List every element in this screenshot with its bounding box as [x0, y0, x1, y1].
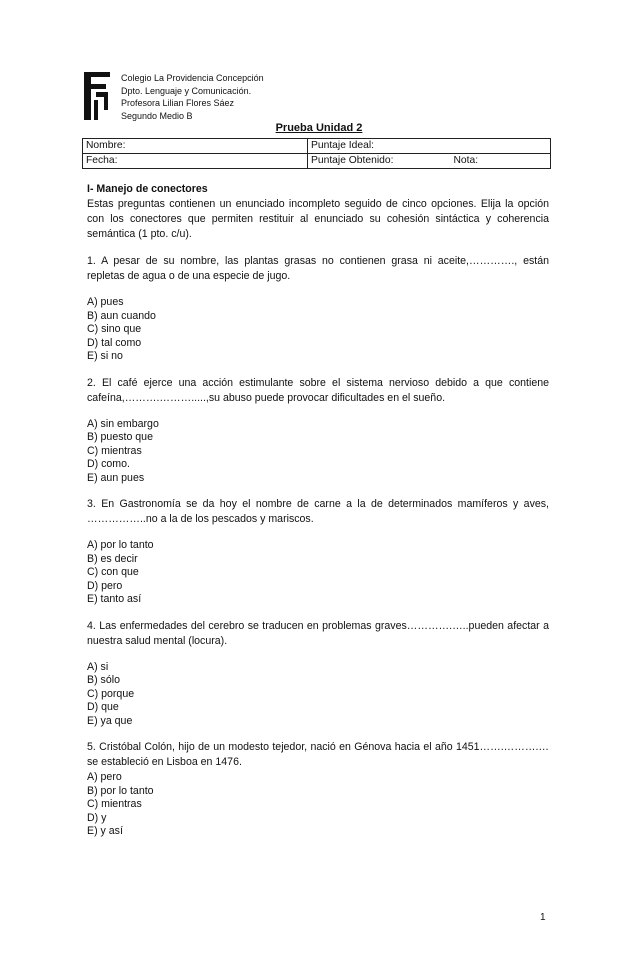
puntaje-obtenido-label: Puntaje Obtenido: — [311, 155, 394, 166]
nota-label: Nota: — [453, 155, 479, 166]
option-2e: E) aun pues — [87, 471, 145, 484]
option-3c: C) con que — [87, 566, 139, 578]
option-5c: C) mientras — [87, 798, 142, 810]
info-row-2 — [83, 154, 551, 169]
option-5e: E) y así — [87, 825, 123, 837]
option-3d: D) pero — [87, 579, 123, 592]
option-2b: B) puesto que — [87, 431, 153, 443]
course-name: Segundo Medio B — [121, 110, 193, 121]
info-row-1 — [83, 139, 551, 154]
question-4: 4. Las enfermedades del cerebro se traducen en problemas graves………….…..pueden afectar a nuestra salud mental (locura). — [87, 619, 549, 647]
option-5d: D) y — [87, 811, 107, 824]
option-4d: D) que — [87, 701, 119, 713]
option-1a: A) pues — [87, 296, 124, 308]
option-3a: A) por lo tanto — [87, 539, 154, 551]
school-info — [121, 72, 264, 122]
option-3b: B) es decir — [87, 552, 138, 565]
options-2 — [87, 418, 549, 486]
option-3e: E) tanto así — [87, 593, 142, 605]
option-5b: B) por lo tanto — [87, 784, 154, 797]
teacher-name: Profesora Lilian Flores Sáez — [121, 98, 235, 109]
option-1b: B) aun cuando — [87, 309, 156, 322]
option-4c: C) porque — [87, 687, 135, 700]
option-4e: E) ya que — [87, 714, 133, 727]
section-instructions: Estas preguntas contienen un enunciado incompleto seguido de cinco opciones. Elija la opción con los conectores que permiten restituir al enunciado su cohesión sintáctica y coherencia semántica (1 pto. c/u). — [87, 198, 549, 240]
school-name: Colegio La Providencia Concepción — [121, 73, 264, 83]
question-2: 2. El café ejerce una acción estimulante sobre el sistema nervioso debido a que contiene cafeína,……….……….....,su abuso puede provocar dificultades en el sueño. — [87, 376, 549, 404]
option-1c: C) sino que — [87, 323, 142, 335]
puntaje-ideal-label: Puntaje Ideal: — [311, 140, 374, 151]
page-number: 1 — [540, 912, 546, 923]
question-3: 3. En Gastronomía se da hoy el nombre de carne a la de determinados mamíferos y aves, ……………..no a la de los pescados y mariscos. — [87, 498, 549, 525]
question-1: 1. A pesar de su nombre, las plantas grasas no contienen grasa ni aceite,…………., están repletas de agua o de una especie de jugo. — [87, 255, 549, 282]
option-5a: A) pero — [87, 771, 122, 783]
section-title: I- Manejo de conectores — [87, 183, 208, 195]
option-1e: E) si no — [87, 350, 123, 362]
puntaje-ideal-field[interactable] — [308, 139, 551, 154]
options-4 — [87, 661, 549, 729]
option-1d: D) tal como — [87, 336, 142, 349]
exam-title: Prueba Unidad 2 — [275, 122, 363, 134]
department: Dpto. Lenguaje y Comunicación. — [121, 85, 252, 96]
exam-content — [87, 182, 549, 839]
puntaje-obtenido-field[interactable] — [308, 154, 551, 169]
nombre-label: Nombre: — [86, 140, 126, 151]
question-5: 5. Cristóbal Colón, hijo de un modesto tejedor, nació en Génova hacia el año 1451…….……….…se estableció en Lisboa en 1476. — [87, 741, 549, 768]
option-4b: B) sólo — [87, 674, 120, 686]
page-title — [0, 122, 638, 134]
option-4a: A) si — [87, 660, 109, 673]
options-5 — [87, 771, 549, 839]
options-3 — [87, 539, 549, 607]
option-2c: C) mientras — [87, 444, 142, 457]
options-1 — [87, 296, 549, 364]
student-info-table — [82, 138, 551, 169]
option-2a: A) sin embargo — [87, 417, 159, 430]
option-2d: D) como. — [87, 458, 130, 470]
school-crest-icon — [82, 70, 112, 122]
fecha-label: Fecha: — [86, 155, 118, 166]
nombre-field[interactable] — [83, 139, 308, 154]
fecha-field[interactable] — [83, 154, 308, 169]
